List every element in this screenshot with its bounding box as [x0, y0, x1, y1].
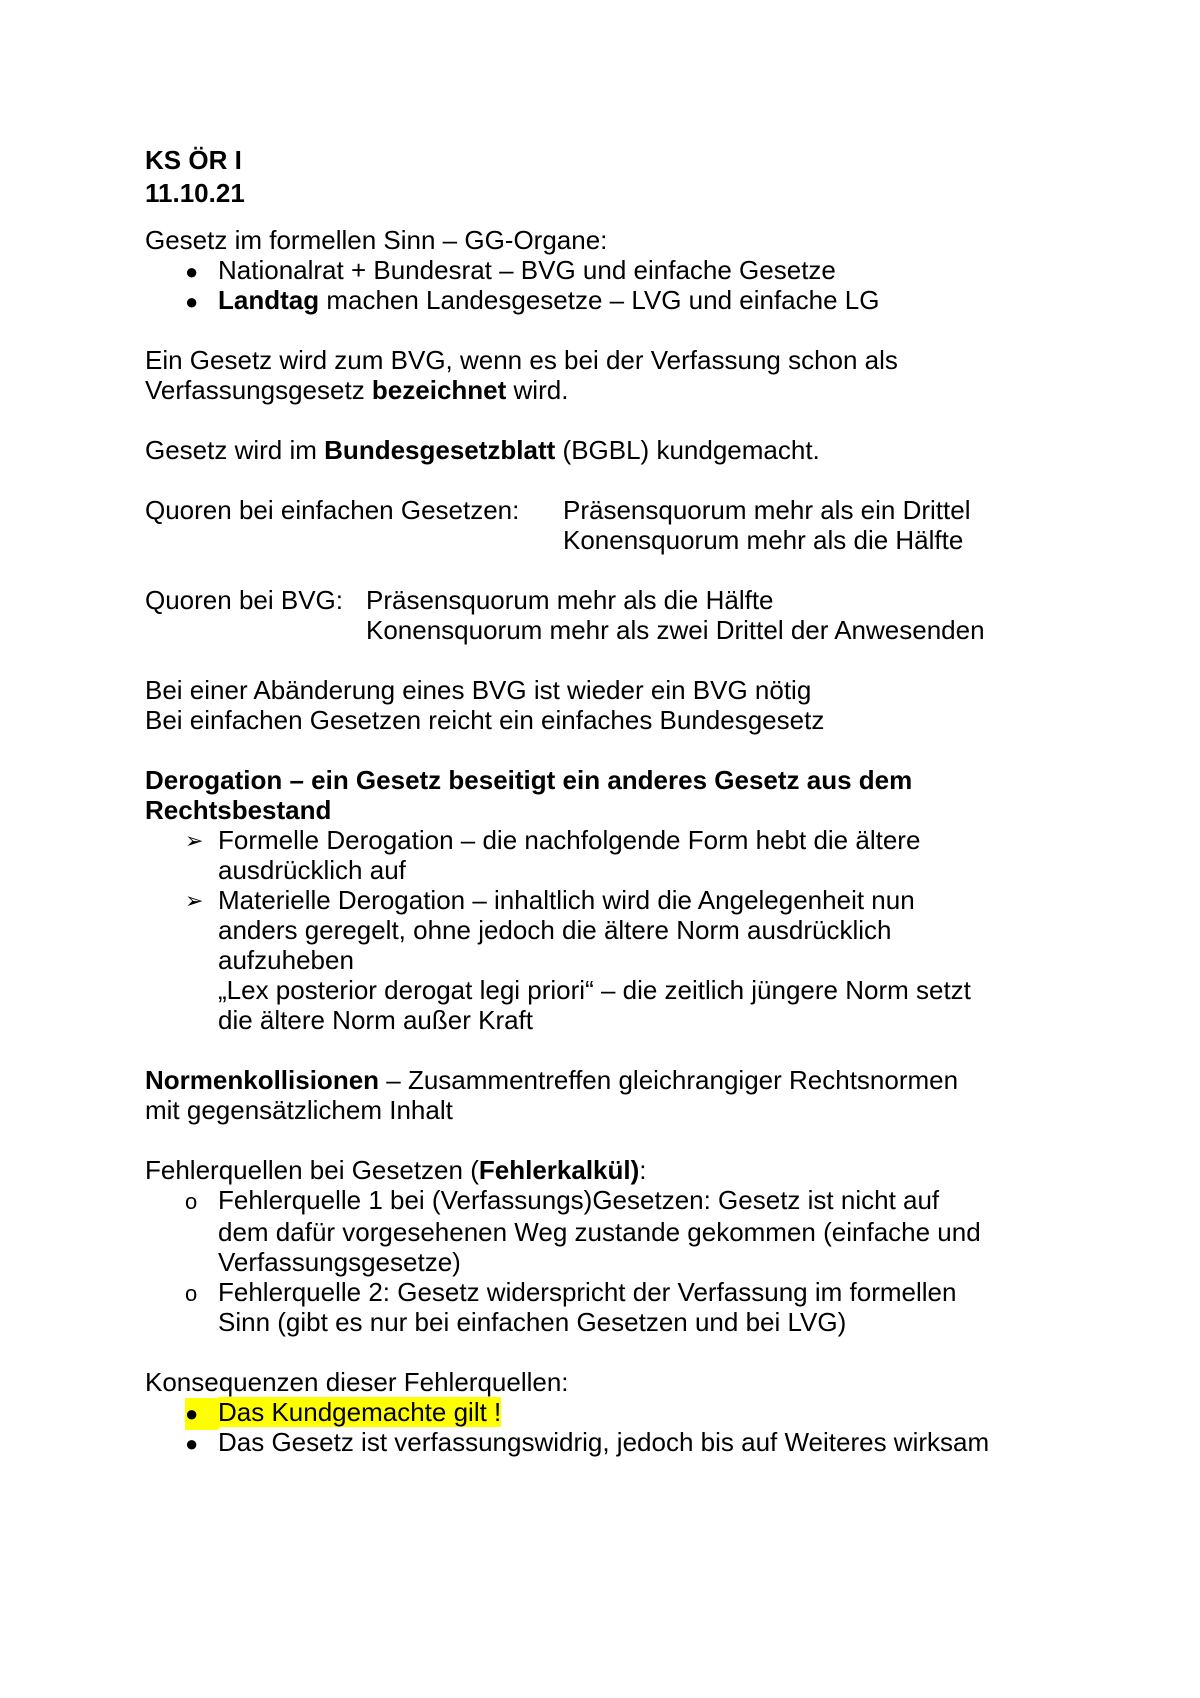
error-sources-heading: Fehlerquellen bei Gesetzen (Fehlerkalkül): — [145, 1155, 647, 1185]
highlighted-list-item: Das Kundgemachte gilt ! — [218, 1397, 502, 1427]
quorum-simple-consensus: Konensquorum mehr als die Hälfte — [563, 525, 964, 555]
list-item-cont: Verfassungsgesetze) — [218, 1247, 461, 1277]
list-item: Formelle Derogation – die nachfolgende Form hebt die ältere — [218, 825, 921, 855]
list-item-cont: aufzuheben — [218, 945, 354, 975]
list-item: Fehlerquelle 1 bei (Verfassungs)Gesetzen: Gesetz ist nicht auf — [218, 1185, 940, 1215]
section-heading-formal-law: Gesetz im formellen Sinn – GG-Organe: — [145, 225, 608, 255]
bullet-dot-icon: ● — [185, 289, 199, 314]
list-item-cont: „Lex posterior derogat legi priori“ – die zeitlich jüngere Norm setzt — [218, 975, 971, 1005]
bullet-dot-icon: ● — [185, 1398, 215, 1430]
list-item: Materielle Derogation – inhaltlich wird die Angelegenheit nun — [218, 885, 915, 915]
list-item: Nationalrat + Bundesrat – BVG und einfache Gesetze — [218, 255, 836, 285]
list-item: Fehlerquelle 2: Gesetz widerspricht der Verfassung im formellen — [218, 1277, 957, 1307]
bullet-dot-icon: ● — [185, 1431, 199, 1456]
paragraph-line: Ein Gesetz wird zum BVG, wenn es bei der Verfassung schon als — [145, 345, 898, 375]
paragraph-line: Verfassungsgesetz bezeichnet wird. — [145, 375, 569, 405]
paragraph-line: Bei einfachen Gesetzen reicht ein einfaches Bundesgesetz — [145, 705, 825, 735]
circle-bullet-icon: o — [185, 1189, 198, 1214]
arrow-bullet-icon: ➢ — [185, 828, 204, 853]
list-item-cont: die ältere Norm außer Kraft — [218, 1005, 534, 1035]
circle-bullet-icon: o — [185, 1281, 198, 1306]
quorum-simple-presence: Präsensquorum mehr als ein Drittel — [563, 495, 971, 525]
consequences-heading: Konsequenzen dieser Fehlerquellen: — [145, 1367, 569, 1397]
list-item-cont: Sinn (gibt es nur bei einfachen Gesetzen und bei LVG) — [218, 1307, 847, 1337]
document-date: 11.10.21 — [145, 178, 245, 208]
paragraph-line: Bei einer Abänderung eines BVG ist wieder ein BVG nötig — [145, 675, 812, 705]
paragraph-line: mit gegensätzlichem Inhalt — [145, 1095, 453, 1125]
list-item-cont: dem dafür vorgesehenen Weg zustande gekommen (einfache und — [218, 1217, 981, 1247]
quorum-simple-label: Quoren bei einfachen Gesetzen: — [145, 495, 520, 525]
quorum-bvg-consensus: Konensquorum mehr als zwei Drittel der Anwesenden — [366, 615, 985, 645]
paragraph-line: Gesetz wird im Bundesgesetzblatt (BGBL) kundgemacht. — [145, 435, 820, 465]
list-item-cont: ausdrücklich auf — [218, 855, 406, 885]
list-item-cont: anders geregelt, ohne jedoch die ältere Norm ausdrücklich — [218, 915, 892, 945]
derogation-heading: Derogation – ein Gesetz beseitigt ein anderes Gesetz aus dem — [145, 765, 913, 795]
derogation-heading-cont: Rechtsbestand — [145, 795, 332, 825]
list-item: Landtag machen Landesgesetze – LVG und einfache LG — [218, 285, 880, 315]
document-page — [145, 0, 1085, 1698]
quorum-bvg-label: Quoren bei BVG: — [145, 585, 343, 615]
bullet-dot-icon: ● — [185, 259, 199, 284]
list-item: Das Gesetz ist verfassungswidrig, jedoch bis auf Weiteres wirksam — [218, 1427, 990, 1457]
paragraph-line: Normenkollisionen – Zusammentreffen gleichrangiger Rechtsnormen — [145, 1065, 959, 1095]
arrow-bullet-icon: ➢ — [185, 888, 204, 913]
quorum-bvg-presence: Präsensquorum mehr als die Hälfte — [366, 585, 774, 615]
document-title: KS ÖR I — [145, 145, 242, 175]
